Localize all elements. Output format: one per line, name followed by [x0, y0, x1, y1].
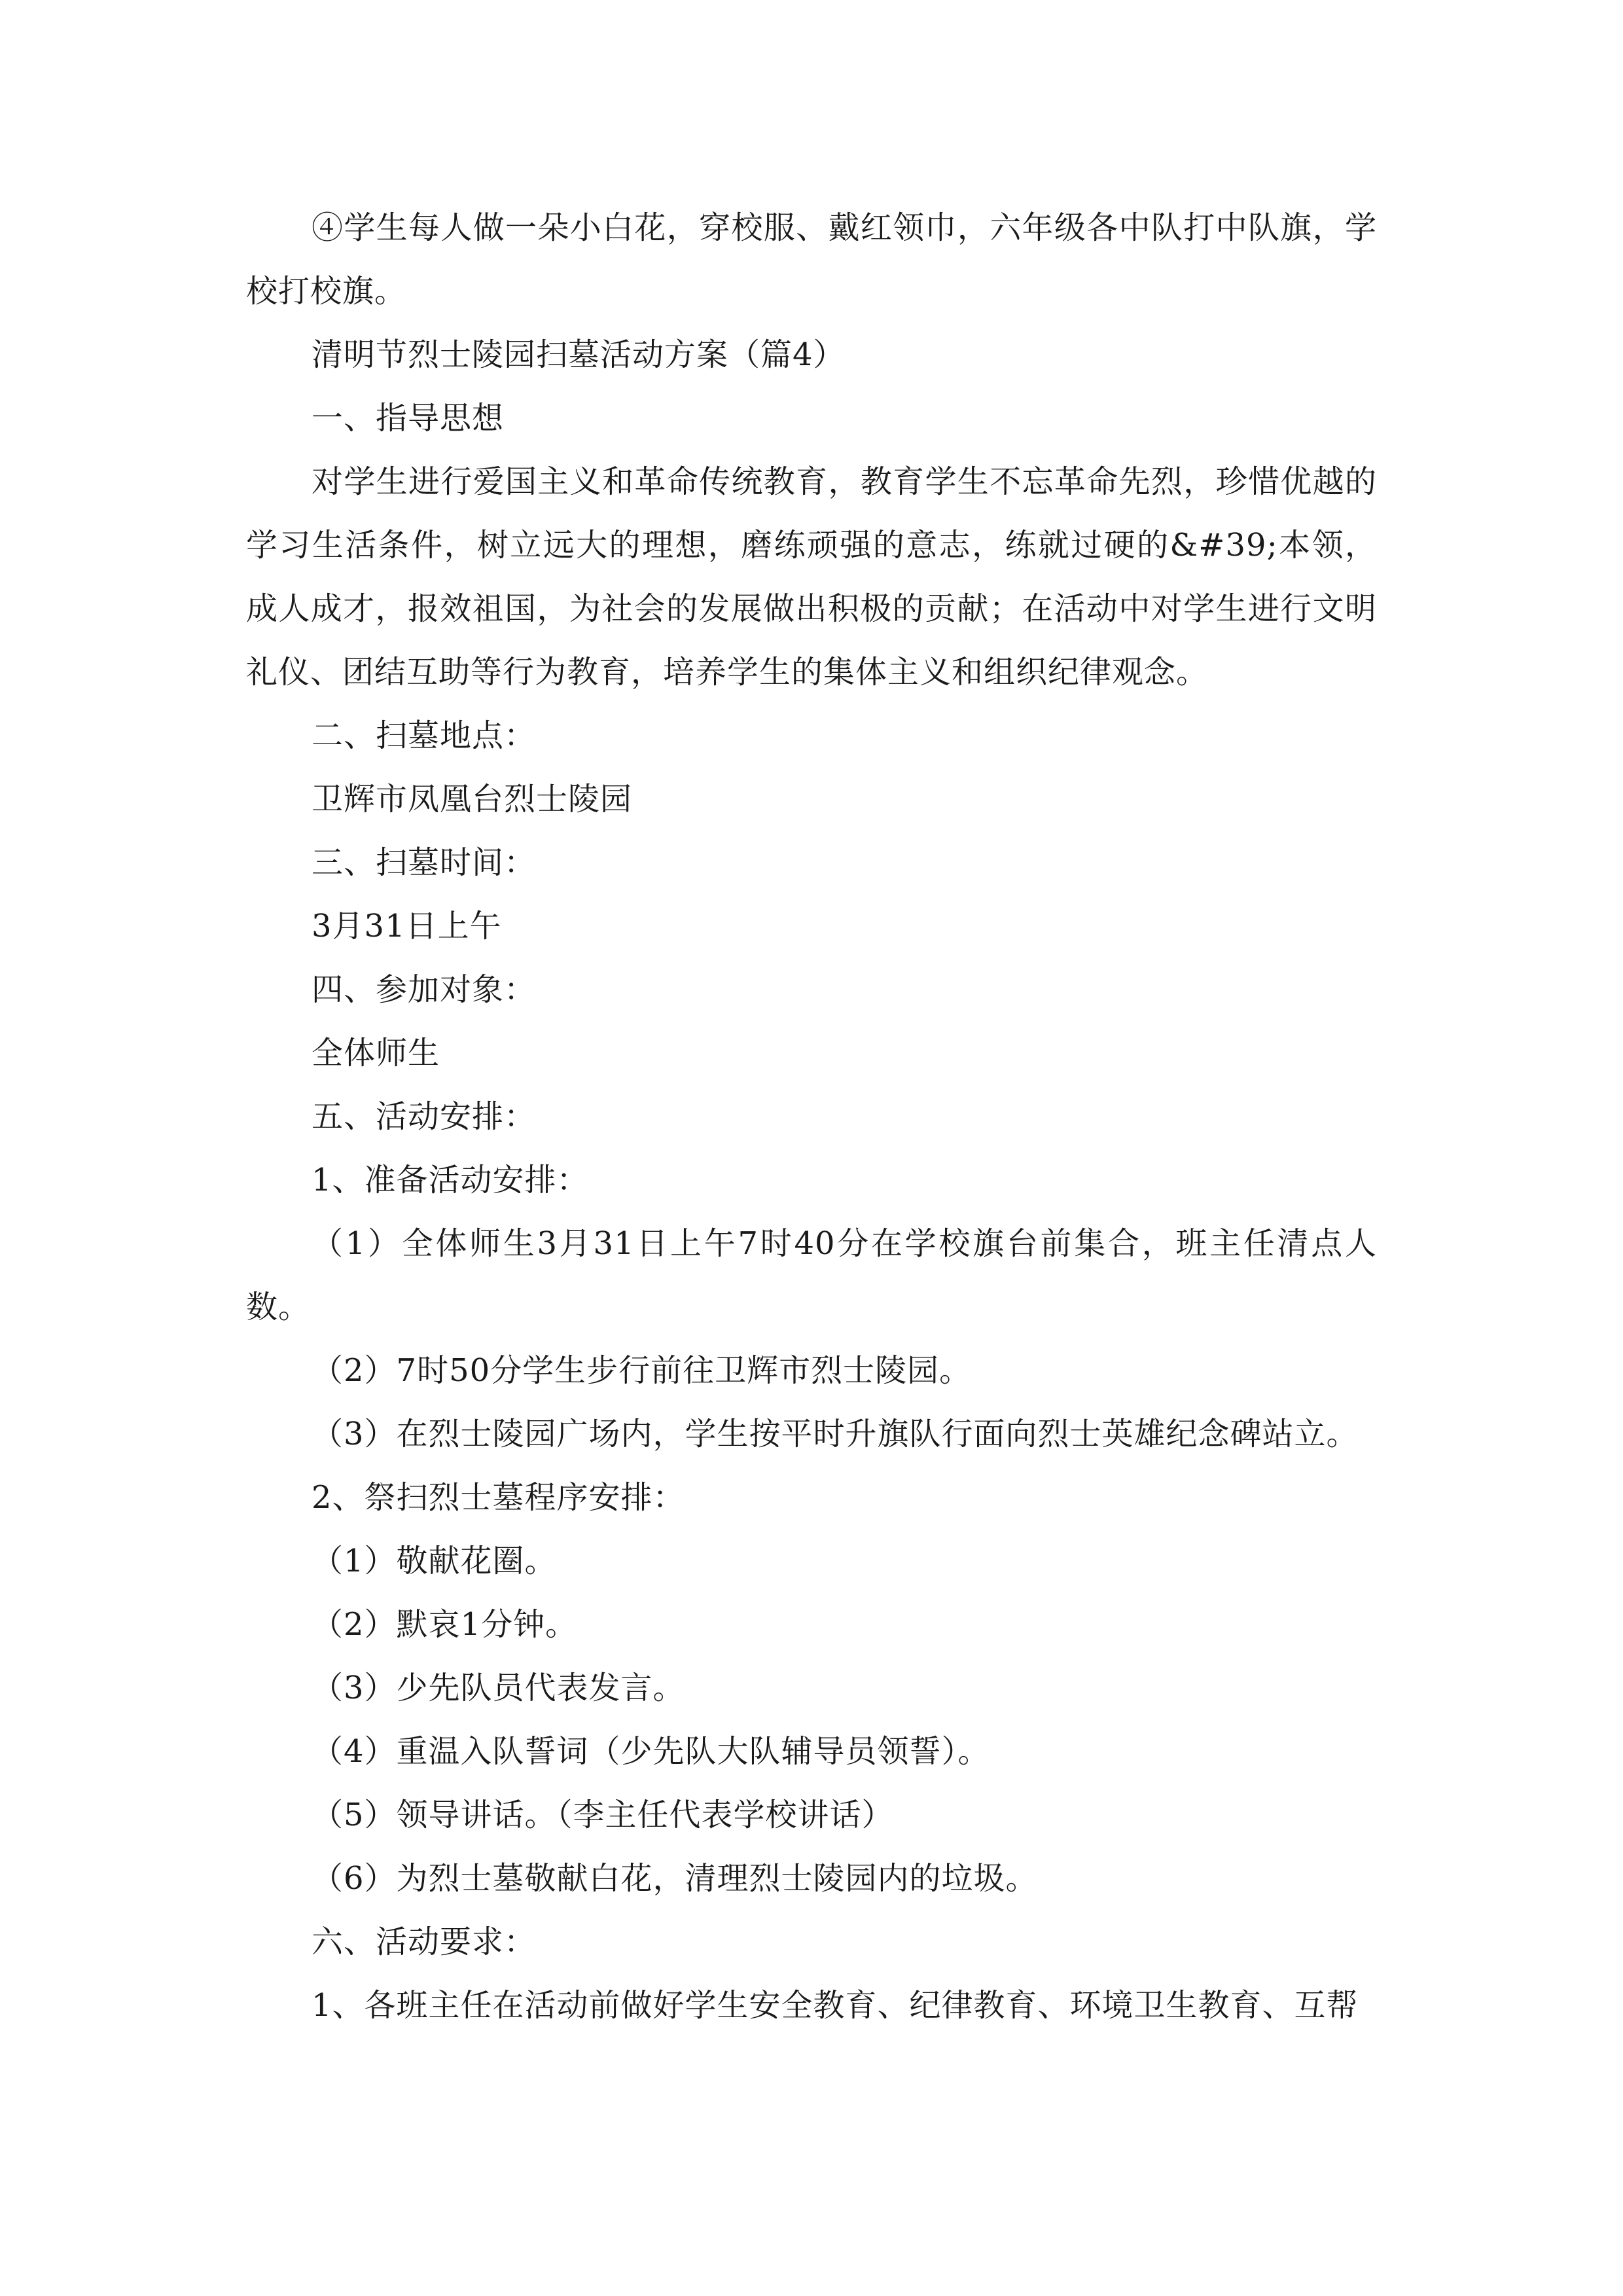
- heading-activity-arrangement: 五、活动安排：: [312, 1098, 537, 1135]
- list-item-speech-leader: （5）领导讲话。（李主任代表学校讲话）: [312, 1797, 894, 1833]
- paragraph-guiding-ideology: 对学生进行爱国主义和革命传统教育，教育学生不忘革命先烈，珍惜优越的学习生活条件，树立远大的理想，磨练顽强的意志，练就过硬的&#39;本领，成人成才，报效祖国，为社会的发展做出积极的贡献；在活动中对学生进行文明礼仪、团结互助等行为教育，培养学生的集体主义和组织纪律观念。: [246, 463, 1377, 691]
- text-location: 卫辉市凤凰台烈士陵园: [312, 781, 633, 817]
- subheading-ceremony: 2、祭扫烈士墓程序安排：: [312, 1479, 685, 1516]
- text-time: 3月31日上午: [312, 908, 502, 944]
- list-item-speech-student: （3）少先队员代表发言。: [312, 1670, 685, 1706]
- list-item-wreath: （1）敬献花圈。: [312, 1543, 557, 1579]
- list-item-stand: （3）在烈士陵园广场内，学生按平时升旗队行面向烈士英雄纪念碑站立。: [312, 1416, 1359, 1452]
- heading-guiding-ideology: 一、指导思想: [312, 400, 505, 437]
- document-body: [246, 196, 1377, 2037]
- list-item-assembly: （1）全体师生3月31日上午7时40分在学校旗台前集合，班主任清点人数。: [246, 1225, 1377, 1325]
- heading-time: 三、扫墓时间：: [312, 844, 537, 881]
- heading-requirements: 六、活动要求：: [312, 1924, 537, 1960]
- text-participants: 全体师生: [312, 1035, 440, 1071]
- heading-participants: 四、参加对象：: [312, 971, 537, 1008]
- heading-location: 二、扫墓地点：: [312, 717, 537, 754]
- list-item-requirement-1: 1、各班主任在活动前做好学生安全教育、纪律教育、环境卫生教育、互帮: [312, 1987, 1359, 2024]
- list-item-walk: （2）7时50分学生步行前往卫辉市烈士陵园。: [312, 1352, 972, 1389]
- list-item-flowers: （6）为烈士墓敬献白花，清理烈士陵园内的垃圾。: [312, 1860, 1038, 1897]
- section-title-plan-4: 清明节烈士陵园扫墓活动方案（篇4）: [312, 336, 846, 373]
- subheading-preparation: 1、准备活动安排：: [312, 1162, 589, 1198]
- list-item-oath: （4）重温入队誓词（少先队大队辅导员领誓）。: [312, 1733, 990, 1770]
- list-item-silence: （2）默哀1分钟。: [312, 1606, 578, 1643]
- paragraph-preparation-item-4: ④学生每人做一朵小白花，穿校服、戴红领巾，六年级各中队打中队旗，学校打校旗。: [246, 209, 1377, 310]
